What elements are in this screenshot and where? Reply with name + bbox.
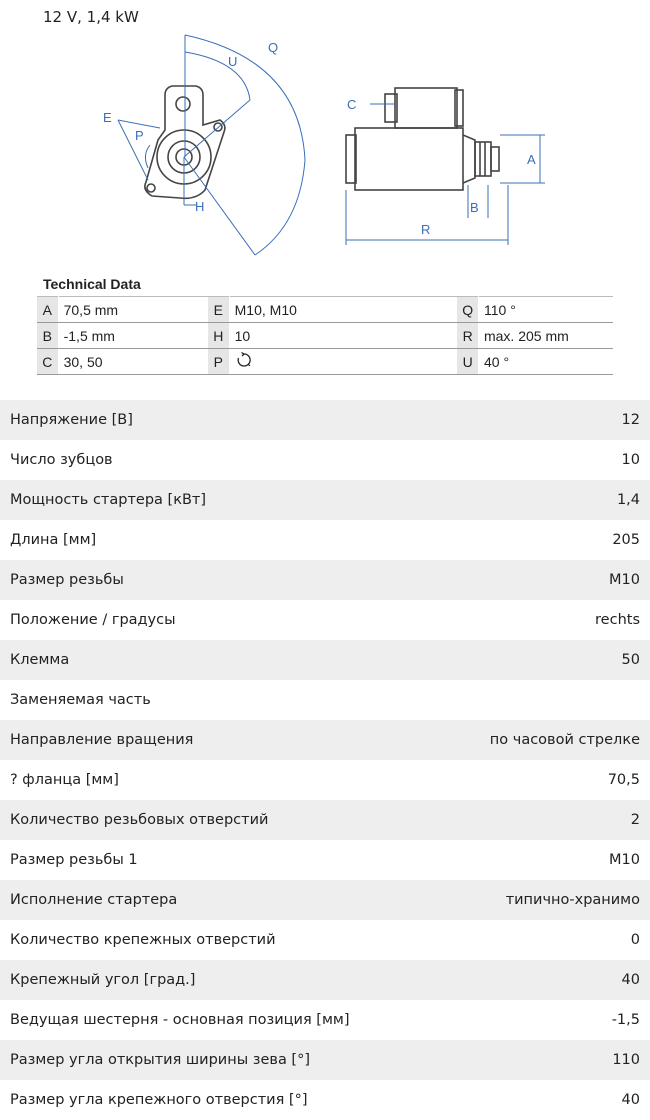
tech-value: 30, 50: [58, 349, 208, 375]
spec-label: Направление вращения: [10, 732, 194, 748]
spec-label: Длина [мм]: [10, 532, 97, 548]
drawing-label-c: C: [347, 97, 357, 112]
tech-value: max. 205 mm: [478, 323, 613, 349]
tech-key: E: [208, 297, 229, 323]
tech-key: B: [37, 323, 58, 349]
spec-row: [0, 680, 650, 720]
spec-row: [0, 560, 650, 600]
spec-row: [0, 480, 650, 520]
tech-key: R: [457, 323, 478, 349]
spec-value: 70,5: [607, 772, 640, 788]
spec-value: 0: [630, 932, 640, 948]
drawing-label-u: U: [228, 54, 238, 69]
spec-label: Размер угла открытия ширины зева [°]: [10, 1052, 310, 1068]
tech-value: 40 °: [478, 349, 613, 375]
spec-value: -1,5: [611, 1012, 640, 1028]
spec-label: ? фланца [мм]: [10, 772, 119, 788]
spec-value: 1,4: [616, 492, 640, 508]
drawing-label-p: P: [135, 128, 144, 143]
tech-key: H: [208, 323, 229, 349]
tech-row: [37, 297, 613, 323]
product-title: 12 V, 1,4 kW: [43, 8, 139, 26]
spec-value: 2: [630, 812, 640, 828]
spec-row: [0, 400, 650, 440]
spec-label: Размер резьбы: [10, 572, 124, 588]
drawing-label-e: E: [103, 110, 112, 125]
tech-row: [37, 323, 613, 349]
spec-label: Количество крепежных отверстий: [10, 932, 276, 948]
spec-value: 40: [621, 972, 640, 988]
spec-row: [0, 880, 650, 920]
spec-value: 50: [621, 652, 640, 668]
spec-value: 110: [612, 1052, 640, 1068]
tech-value: -1,5 mm: [58, 323, 208, 349]
spec-row: [0, 440, 650, 480]
spec-list: [0, 400, 650, 1120]
drawing-label-q: Q: [268, 40, 279, 55]
spec-row: [0, 1080, 650, 1120]
side-dimension-lines: [346, 104, 545, 245]
spec-label: Исполнение стартера: [10, 892, 178, 908]
tech-value: 70,5 mm: [58, 297, 208, 323]
spec-value: 12: [621, 412, 640, 428]
drawing-label-r: R: [421, 222, 431, 237]
spec-value: 40: [621, 1092, 640, 1108]
spec-label: Ведущая шестерня - основная позиция [мм]: [10, 1012, 350, 1028]
spec-row: [0, 520, 650, 560]
spec-row: [0, 640, 650, 680]
tech-key: P: [208, 349, 229, 375]
drawing-label-a: A: [527, 152, 536, 167]
spec-value: M10: [609, 572, 640, 588]
tech-key: U: [457, 349, 478, 375]
spec-value: по часовой стрелке: [489, 732, 640, 748]
spec-row: [0, 1000, 650, 1040]
spec-label: Крепежный угол [град.]: [10, 972, 196, 988]
spec-label: Размер угла крепежного отверстия [°]: [10, 1092, 308, 1108]
tech-key: Q: [457, 297, 478, 323]
spec-label: Размер резьбы 1: [10, 852, 138, 868]
tech-row: [37, 349, 613, 375]
technical-data-title: Technical Data: [43, 276, 141, 292]
tech-key: A: [37, 297, 58, 323]
tech-key: C: [37, 349, 58, 375]
spec-label: Положение / градусы: [10, 612, 176, 628]
tech-value: [229, 349, 457, 375]
spec-label: Количество резьбовых отверстий: [10, 812, 269, 828]
spec-value: 10: [621, 452, 640, 468]
spec-value: rechts: [595, 612, 640, 628]
clockwise-rotation-icon: [235, 351, 253, 372]
front-dimension-lines: [118, 35, 305, 255]
spec-label: Клемма: [10, 652, 70, 668]
spec-row: [0, 760, 650, 800]
spec-value: 205: [612, 532, 640, 548]
drawing-label-b: B: [470, 200, 479, 215]
spec-row: [0, 960, 650, 1000]
side-view: [346, 88, 499, 190]
spec-value: M10: [609, 852, 640, 868]
spec-row: [0, 920, 650, 960]
tech-value: 110 °: [478, 297, 613, 323]
starter-technical-drawing: [0, 0, 650, 270]
spec-label: Мощность стартера [кВт]: [10, 492, 207, 508]
spec-value: типично-хранимо: [505, 892, 640, 908]
spec-label: Напряжение [В]: [10, 412, 133, 428]
spec-row: [0, 720, 650, 760]
spec-row: [0, 1040, 650, 1080]
spec-row: [0, 800, 650, 840]
spec-label: Число зубцов: [10, 452, 113, 468]
tech-value: 10: [229, 323, 457, 349]
technical-data-table: [37, 296, 613, 375]
spec-row: [0, 840, 650, 880]
spec-row: [0, 600, 650, 640]
drawing-label-h: H: [195, 199, 205, 214]
spec-label: Заменяемая часть: [10, 692, 151, 708]
tech-value: M10, M10: [229, 297, 457, 323]
